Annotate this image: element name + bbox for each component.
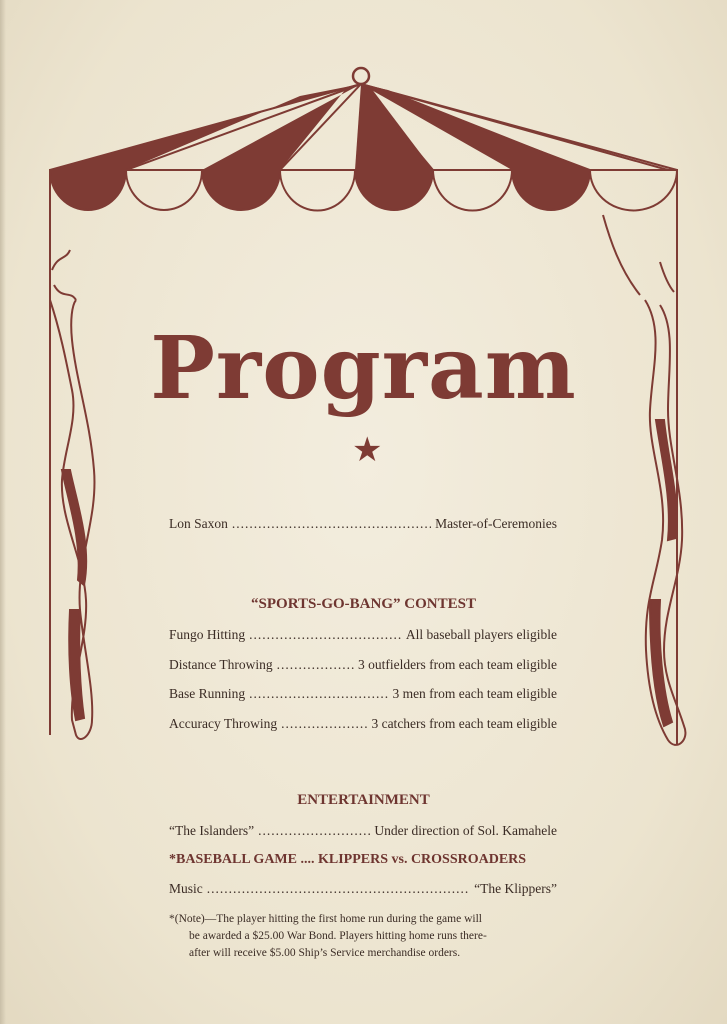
star-icon: ★ (352, 432, 383, 469)
islanders-detail: Under direction of Sol. Kamahele (374, 823, 557, 838)
contest-item (169, 657, 557, 673)
leader-dots (281, 716, 367, 732)
program-title: Program (150, 318, 577, 419)
islanders-line (169, 823, 557, 839)
contest-item (169, 716, 557, 732)
music-label: Music (169, 881, 203, 896)
mc-line (169, 516, 557, 532)
tent-finial-icon (353, 68, 369, 84)
contest-eligibility: All baseball players eligible (405, 627, 557, 642)
footnote-line-2: be awarded a $25.00 War Bond. Players hitting home runs there- (189, 930, 487, 942)
contest-item (169, 686, 557, 702)
contest-event: Distance Throwing (169, 657, 273, 672)
entertainment-heading: ENTERTAINMENT (297, 792, 430, 808)
leader-dots (258, 823, 370, 839)
contest-event: Base Running (169, 686, 246, 701)
footnote (169, 911, 559, 962)
leader-dots (277, 657, 354, 673)
music-detail: “The Klippers” (474, 881, 557, 896)
tent-valance (50, 170, 677, 211)
footnote-line-3: after will receive $5.00 Ship’s Service merchandise orders. (189, 947, 461, 959)
contest-eligibility: 3 catchers from each team eligible (371, 716, 557, 731)
contest-event: Fungo Hitting (169, 627, 246, 642)
leader-dots (207, 881, 470, 897)
footnote-line-1: *(Note)—The player hitting the first home run during the game will (169, 913, 482, 925)
leader-dots (249, 627, 402, 643)
contest-heading: “SPORTS-GO-BANG” CONTEST (251, 596, 476, 612)
baseball-game-line: *BASEBALL GAME .... KLIPPERS vs. CROSSROADERS (169, 852, 527, 867)
mc-name: Lon Saxon (169, 516, 228, 531)
contest-item (169, 627, 557, 643)
contest-eligibility: 3 outfielders from each team eligible (357, 657, 557, 672)
islanders-act: “The Islanders” (169, 823, 255, 838)
music-line (169, 881, 557, 897)
contest-event: Accuracy Throwing (169, 716, 278, 731)
contest-eligibility: 3 men from each team eligible (392, 686, 557, 701)
leader-dots (232, 516, 431, 532)
leader-dots (249, 686, 388, 702)
right-curtain (603, 215, 685, 745)
mc-role: Master-of-Ceremonies (435, 516, 557, 531)
